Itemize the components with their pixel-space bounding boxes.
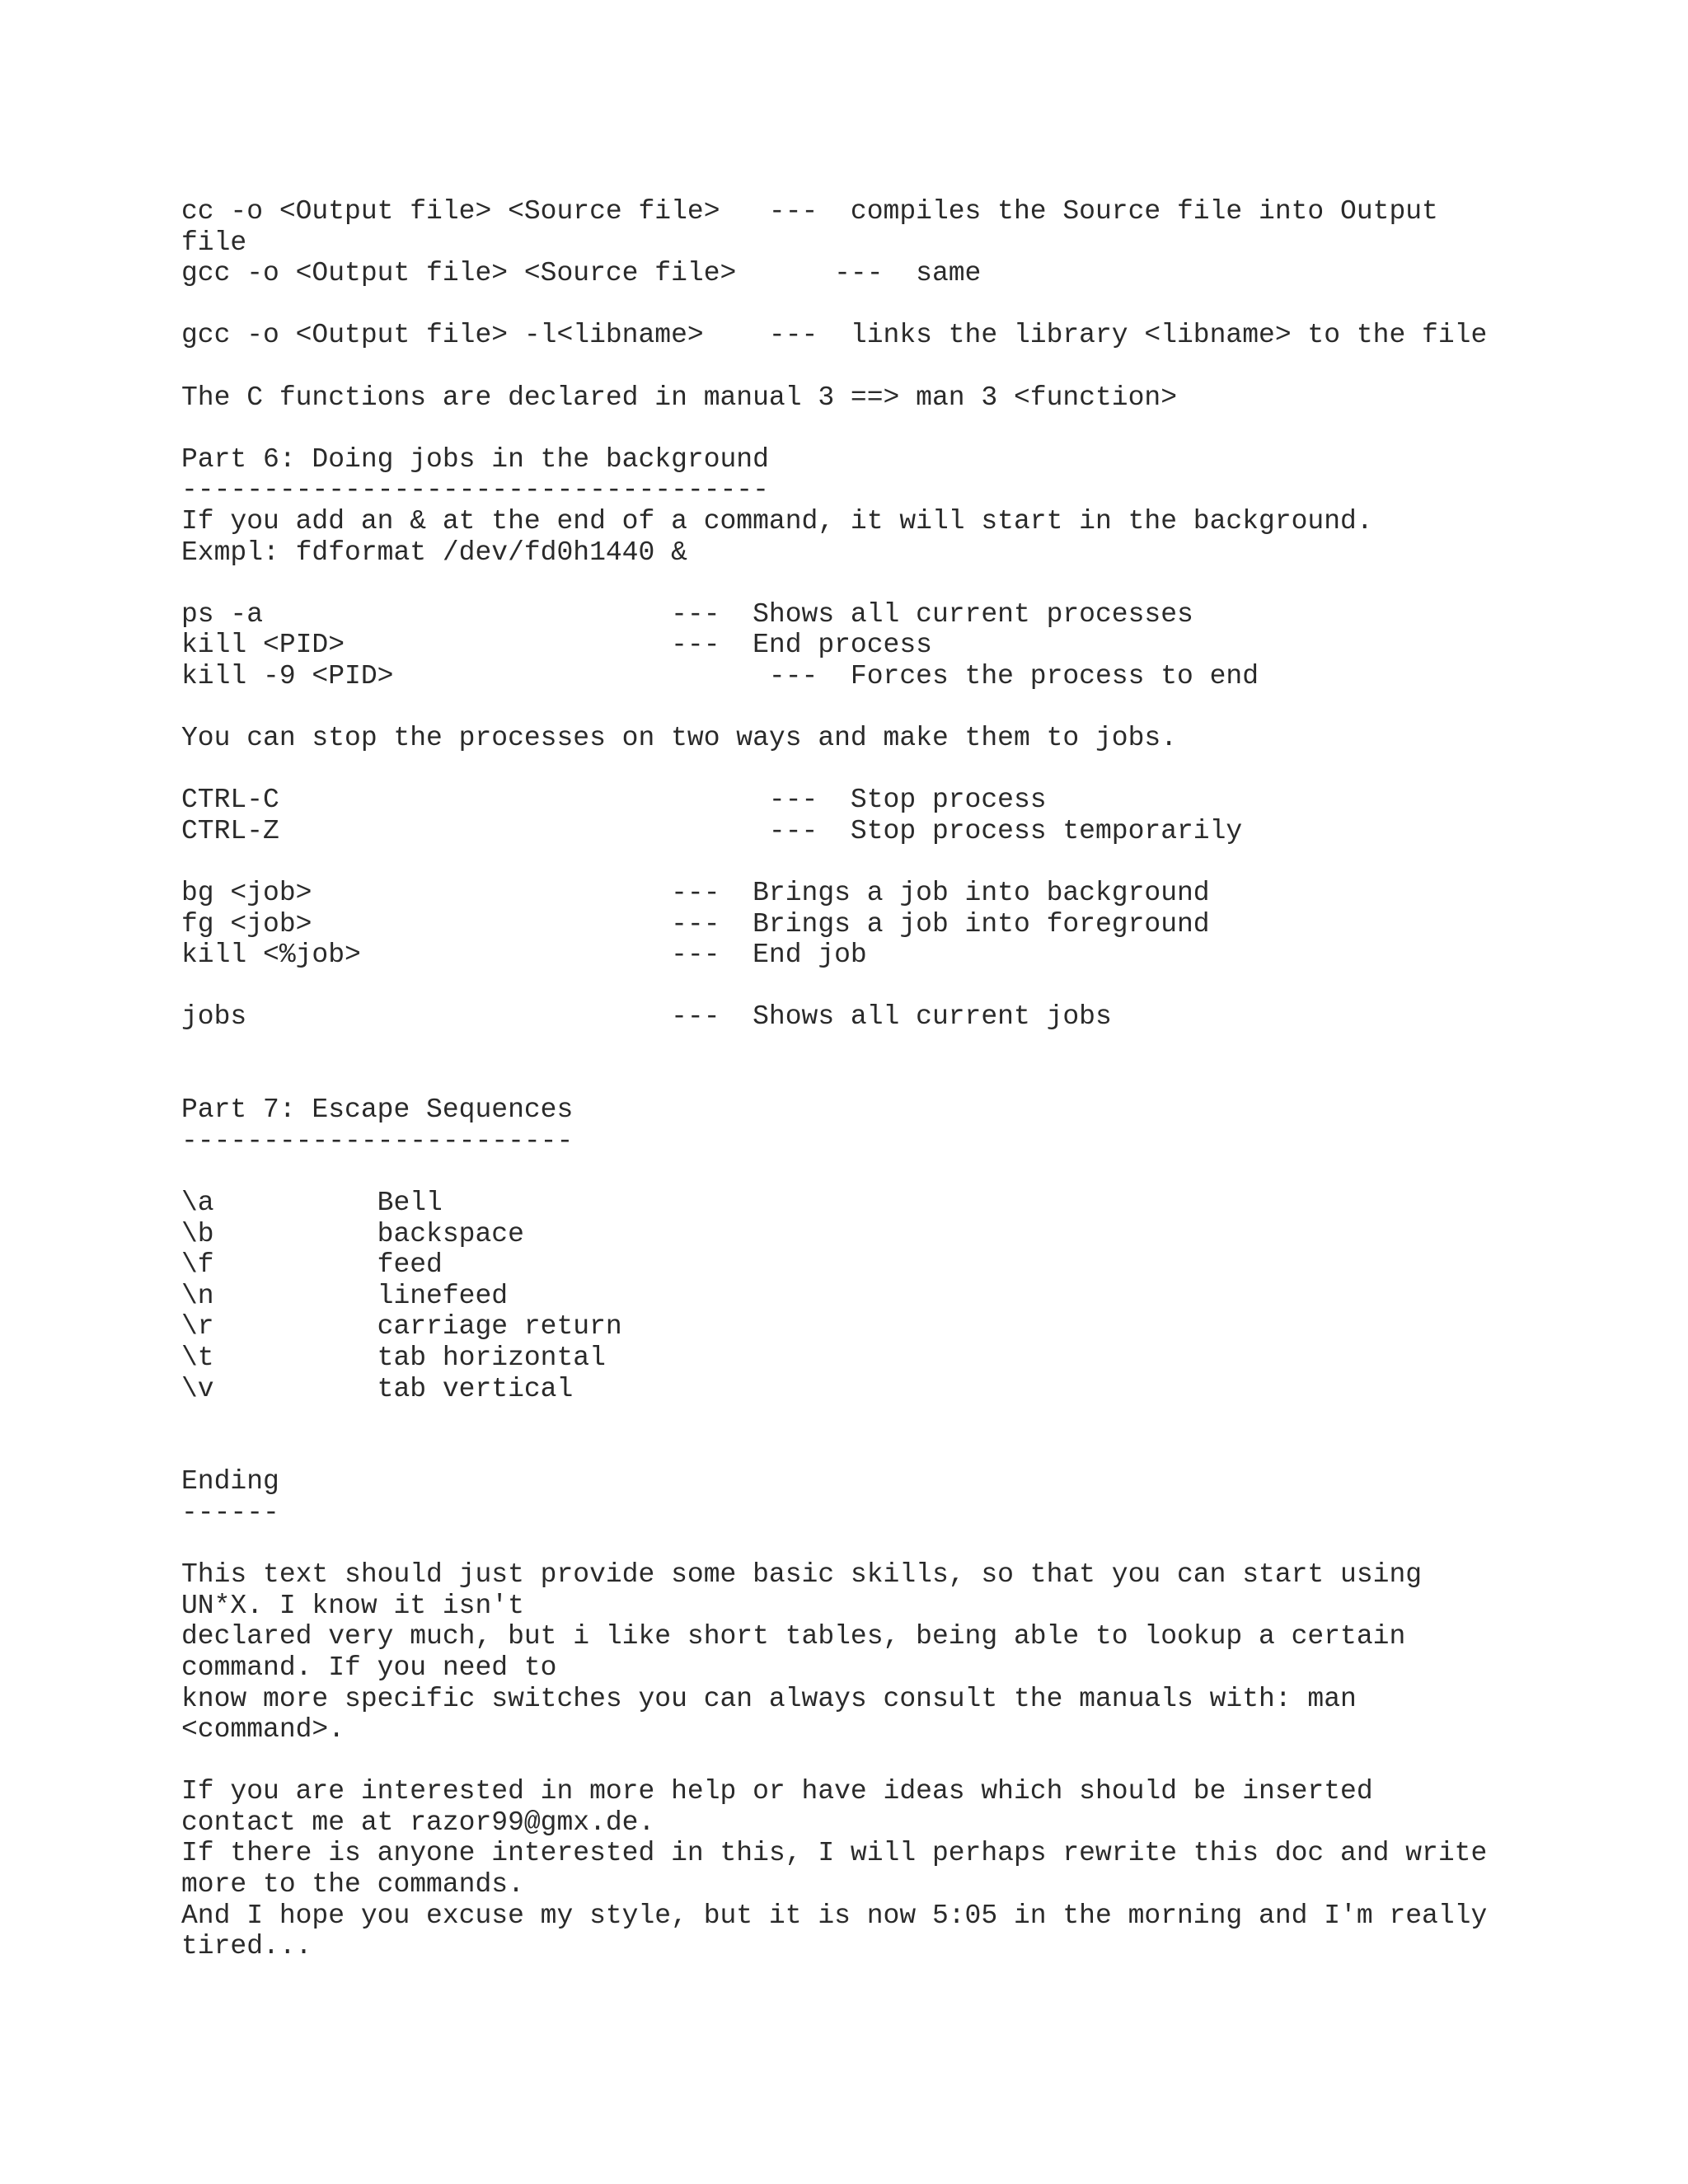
text-line: Part 6: Doing jobs in the background	[181, 443, 769, 475]
text-line: kill -9 <PID> --- Forces the process to end	[181, 660, 1259, 691]
text-line: Part 7: Escape Sequences	[181, 1094, 574, 1126]
document-page	[181, 196, 1517, 1962]
text-line	[181, 846, 1517, 878]
text-line: fg <job> --- Brings a job into foreground	[181, 908, 1210, 940]
text-line	[181, 413, 1517, 444]
text-line: jobs --- Shows all current jobs	[181, 1001, 1112, 1033]
text-line	[181, 1156, 1517, 1188]
text-line: tired...	[181, 1931, 312, 1962]
text-line	[181, 1746, 1517, 1777]
text-line	[181, 1436, 1517, 1467]
text-line: If there is anyone interested in this, I will perhaps rewrite this doc and write	[181, 1838, 1488, 1869]
text-line: Ending	[181, 1466, 279, 1497]
text-line	[181, 1064, 1517, 1095]
text-line: know more specific switches you can always consult the manuals with: man	[181, 1683, 1357, 1714]
text-line: \v tab vertical	[181, 1373, 574, 1404]
text-line: ps -a --- Shows all current processes	[181, 598, 1193, 630]
text-line: And I hope you excuse my style, but it is now 5:05 in the morning and I'm really	[181, 1900, 1488, 1931]
text-line	[181, 289, 1517, 321]
text-line: CTRL-Z --- Stop process temporarily	[181, 815, 1243, 846]
text-line: ------------------------------------	[181, 475, 769, 506]
text-line: CTRL-C --- Stop process	[181, 785, 1047, 816]
text-line: <command>.	[181, 1714, 345, 1746]
text-line	[181, 692, 1517, 724]
text-line	[181, 1529, 1517, 1560]
text-line	[181, 1404, 1517, 1436]
text-line: \r carriage return	[181, 1311, 622, 1343]
text-line: cc -o <Output file> <Source file> --- compiles the Source file into Output	[181, 196, 1438, 227]
text-line: Exmpl: fdformat /dev/fd0h1440 &	[181, 537, 687, 568]
text-line: If you are interested in more help or have ideas which should be inserted	[181, 1776, 1373, 1807]
text-line	[181, 754, 1517, 785]
text-line: contact me at razor99@gmx.de.	[181, 1807, 655, 1838]
text-line: UN*X. I know it isn't	[181, 1590, 524, 1621]
text-line: \n linefeed	[181, 1280, 509, 1311]
text-line: more to the commands.	[181, 1869, 524, 1900]
text-line	[181, 351, 1517, 382]
text-line: file	[181, 227, 247, 258]
text-line	[181, 1033, 1517, 1064]
text-line: kill <PID> --- End process	[181, 630, 932, 661]
text-line: ------------------------	[181, 1125, 574, 1156]
text-line: This text should just provide some basic skills, so that you can start using	[181, 1559, 1423, 1591]
text-line: bg <job> --- Brings a job into background	[181, 878, 1210, 909]
text-line: command. If you need to	[181, 1652, 557, 1683]
text-line: \t tab horizontal	[181, 1342, 606, 1373]
text-line: ------	[181, 1497, 279, 1528]
text-line: If you add an & at the end of a command, it will start in the background.	[181, 505, 1373, 537]
text-line: The C functions are declared in manual 3 ==> man 3 <function>	[181, 382, 1177, 413]
text-line: declared very much, but i like short tables, being able to lookup a certain	[181, 1621, 1406, 1652]
text-line	[181, 971, 1517, 1002]
text-line: \f feed	[181, 1249, 443, 1281]
text-line	[181, 568, 1517, 599]
text-line: \b backspace	[181, 1218, 524, 1249]
text-line: gcc -o <Output file> <Source file> --- same	[181, 258, 982, 289]
text-line: \a Bell	[181, 1188, 443, 1218]
text-line: gcc -o <Output file> -l<libname> --- links the library <libname> to the file	[181, 320, 1488, 351]
text-line: You can stop the processes on two ways and make them to jobs.	[181, 723, 1177, 754]
text-line: kill <%job> --- End job	[181, 940, 867, 971]
